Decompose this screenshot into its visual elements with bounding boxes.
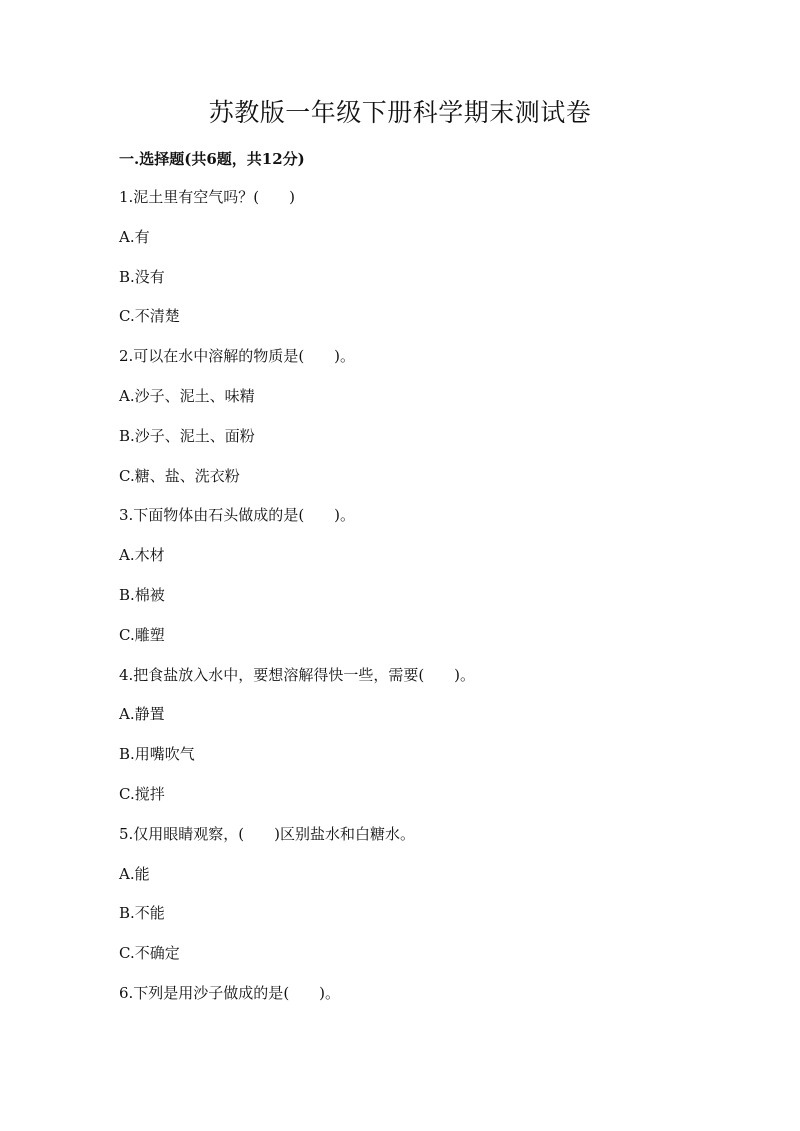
answer-option: B.棉被: [119, 585, 165, 604]
answer-option: C.不确定: [119, 944, 180, 963]
question-stem: 1.泥土里有空气吗？( ): [119, 188, 296, 206]
answer-option: A.沙子、泥土、味精: [119, 386, 255, 405]
answer-option: C.不清楚: [119, 307, 180, 326]
answer-option: C.雕塑: [119, 625, 165, 644]
answer-option: A.有: [119, 227, 150, 246]
answer-option: B.没有: [119, 267, 165, 286]
section-heading: 一.选择题(共6题，共12分): [119, 150, 305, 168]
question-stem: 6.下列是用沙子做成的是( )。: [119, 983, 341, 1002]
question-stem: 2.可以在水中溶解的物质是( )。: [119, 347, 356, 366]
answer-option: A.能: [119, 864, 150, 883]
answer-option: C.糖、盐、洗衣粉: [119, 466, 240, 485]
answer-option: B.沙子、泥土、面粉: [119, 426, 255, 445]
question-stem: 5.仅用眼睛观察，( )区别盐水和白糖水。: [119, 824, 416, 843]
answer-option: B.用嘴吹气: [119, 745, 195, 764]
page-title: 苏教版一年级下册科学期末测试卷: [208, 98, 592, 127]
answer-option: A.静置: [119, 705, 165, 724]
question-stem: 3.下面物体由石头做成的是( )。: [119, 506, 356, 525]
answer-option: A.木材: [119, 546, 165, 565]
question-stem: 4.把食盐放入水中，要想溶解得快一些，需要( )。: [119, 665, 476, 684]
question-list: [119, 187, 739, 1023]
answer-option: B.不能: [119, 904, 165, 923]
answer-option: C.搅拌: [119, 784, 165, 803]
